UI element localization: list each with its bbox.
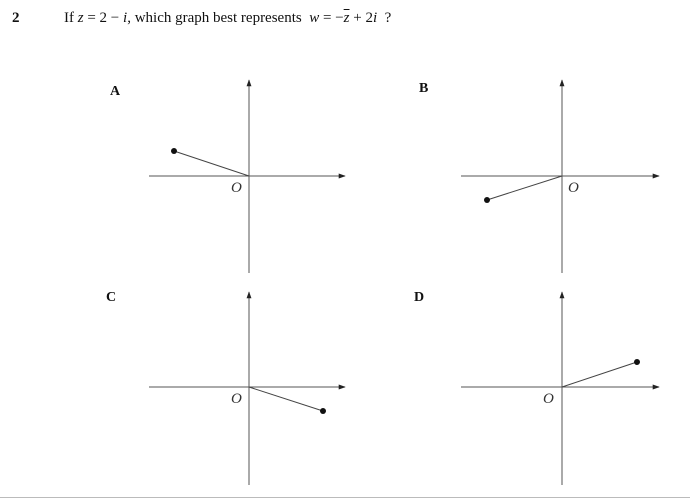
graph-a[interactable] bbox=[149, 80, 345, 273]
option-b-letter[interactable]: B bbox=[419, 81, 429, 96]
graph-b[interactable] bbox=[461, 80, 659, 273]
graph-d-point bbox=[634, 359, 640, 365]
q-eq2: = − bbox=[322, 10, 344, 26]
graph-d-origin-label: O bbox=[543, 391, 554, 407]
q-i2: i bbox=[372, 10, 378, 26]
graph-c-point bbox=[320, 408, 326, 414]
option-c-letter[interactable]: C bbox=[106, 290, 117, 305]
graph-d-vector bbox=[562, 362, 637, 387]
graph-c-origin-label: O bbox=[231, 391, 242, 407]
q-z: z bbox=[77, 10, 84, 26]
graph-b-origin-label: O bbox=[568, 180, 579, 196]
page-bottom-rule bbox=[0, 497, 690, 498]
graph-d[interactable] bbox=[461, 292, 659, 485]
q-w: w bbox=[309, 10, 320, 26]
graph-c-vector bbox=[249, 387, 323, 411]
option-d-letter[interactable]: D bbox=[414, 290, 425, 305]
q-plus: + 2 bbox=[353, 10, 373, 26]
q-if: If bbox=[64, 10, 74, 26]
graph-c[interactable] bbox=[149, 292, 345, 485]
q-i1: i bbox=[123, 10, 128, 26]
q-mark: ? bbox=[384, 10, 392, 26]
graph-b-point bbox=[484, 197, 490, 203]
q-mid: , which graph best represents bbox=[127, 10, 302, 26]
graph-a-vector bbox=[174, 151, 249, 176]
graph-a-point bbox=[171, 148, 177, 154]
q-eq1: = 2 − bbox=[87, 10, 120, 26]
option-a-letter[interactable]: A bbox=[110, 84, 121, 99]
question-number: 2 bbox=[12, 10, 20, 26]
q-zbar: $\overline{z}$ bbox=[343, 10, 350, 26]
graph-a-origin-label: O bbox=[231, 180, 242, 196]
graph-b-vector bbox=[487, 176, 562, 200]
